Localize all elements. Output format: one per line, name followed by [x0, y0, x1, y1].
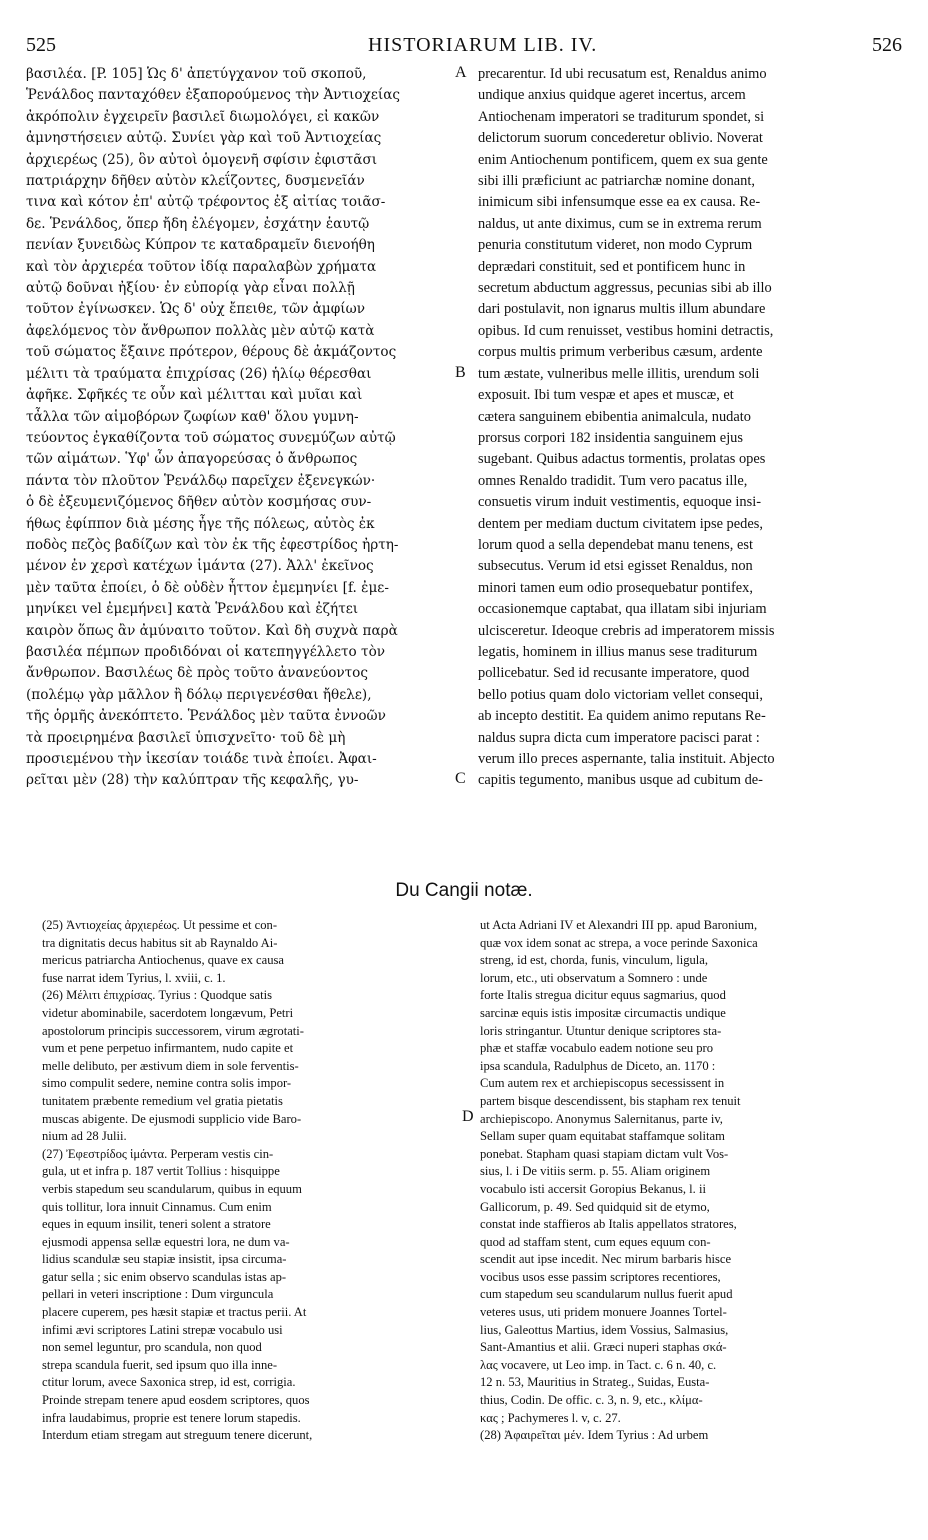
greek-line: ἀφῆκε. Σφῆκές τε οὖν καὶ μέλιτται καὶ μυῖαι καὶ [26, 387, 363, 404]
latin-line: sugebant. Quibus adactus tormentis, prolatas opes [478, 451, 766, 468]
note-line: quis tollitur, lora innuit Cinnamus. Cum enim [42, 1199, 272, 1214]
running-title: HISTORIARUM LIB. IV. [368, 34, 598, 56]
note-line: Interdum etiam stregam aut streguum tenere dicerunt, [42, 1428, 313, 1443]
note-line: gatur sella ; sic enim observo scandulas istas ap- [42, 1269, 287, 1284]
greek-line: πενίαν ξυνειδὼς Κύπρον τε καταδραμεῖν διενοήθη [26, 237, 375, 254]
latin-line: opibus. Id cum renuisset, vestibus homini detractis, [478, 322, 774, 339]
latin-line: ab incepto destitit. Ea quidem animo reputans Re- [478, 708, 766, 725]
greek-line: μηνίκει vel ἐμεμήνει] κατὰ Ῥενάλδου καὶ ἐζήτει [26, 601, 359, 618]
note-line: Proinde strepam tenere apud eosdem scriptores, quos [42, 1393, 310, 1408]
latin-line: minori tamen eum odio prosequebatur pontifex, [478, 579, 753, 596]
latin-line: dentem per mediam ductum civitatem ipse pedes, [478, 515, 763, 532]
note-line: ut Acta Adriani IV et Alexandri III pp. apud Baronium, [480, 918, 758, 932]
section-marker-a: A [455, 64, 467, 81]
latin-line: cætera sanguinem ebibentia animalcula, nudato [478, 408, 751, 425]
latin-line: ulcisceretur. Ideoque crebris ad imperatorem missis [478, 622, 775, 639]
latin-line: undique anxius quidque ageret incertus, arcem [478, 87, 746, 104]
note-line: Cum autem rex et archiepiscopus secessissent in [480, 1076, 725, 1091]
latin-text-column [478, 64, 904, 792]
latin-line: pollicebatur. Sed id recusante imperatore, quod [478, 665, 750, 682]
notes-heading: Du Cangii notæ. [395, 880, 533, 901]
greek-line: τῶν αἱμάτων. Ὑφ' ὧν ἀπαγορεύσας ὁ ἄνθρωπος [26, 451, 358, 468]
note-line: gula, ut et infra p. 187 vertit Tollius : hisquippe [42, 1164, 280, 1179]
note-line: streng, id est, chorda, funis, vinculum, ligula, [480, 953, 709, 968]
greek-line: τινα καὶ κότον ἐπ' αὐτῷ τρέφοντος ἐξ αἰτίας τοιᾶσ- [26, 194, 386, 211]
latin-line: Antiochenam imperatori se traditurum spondet, si [478, 108, 765, 125]
note-line: pellari in veteri inscriptione : Dum virguncula [42, 1287, 274, 1302]
greek-line: τῆς ὁρμῆς ἀνεκόπτετο. Ῥενάλδος μὲν ταῦτα ἐννοῶν [26, 708, 386, 725]
latin-line: omnes Renaldo tradidit. Tum vero pacatus ille, [478, 472, 748, 489]
note-line: (28) Ἀφαιρεῖται μέν. Idem Tyrius : Ad urbem [480, 1428, 709, 1443]
greek-line: τοῦτον ἐγίνωσκεν. Ὡς δ' οὐχ ἔπειθε, τῶν ἀμφίων [26, 301, 365, 318]
note-line: sarcinæ equis istis impositæ circumactis undique [480, 1005, 726, 1020]
greek-line: τἆλλα τῶν αἱμοβόρων ζωφίων καθ' ὅλου γυμνη- [26, 408, 359, 425]
note-line: ponebat. Stapham quasi stapiam dictam vult Vos- [480, 1146, 729, 1161]
note-line: strepa scandula fuerit, sed ipsum quo illa inne- [42, 1357, 278, 1372]
latin-line: legatis, hominem in illius manus sese traditurum [478, 643, 758, 660]
note-line: quæ vox idem sonat ac strepa, a voce perinde Saxonica [480, 935, 758, 950]
note-line: nium ad 28 Julii. [42, 1129, 127, 1144]
note-line: mericus patriarcha Antiochenus, quave ex causa [42, 953, 284, 968]
greek-line: μέλιτι τὰ τραύματα ἐπιχρίσας (26) ἡλίῳ θέρεσθαι [26, 365, 372, 382]
latin-line: precarentur. Id ubi recusatum est, Renaldus animo [478, 66, 767, 82]
greek-line: ἀφελόμενος τὸν ἄνθρωπον πολλὰς μὲν αὐτῷ κατὰ [26, 322, 375, 339]
page-header [26, 34, 902, 60]
note-line: Sant-Amantius et alii. Græci nuperi staphas σκά- [480, 1340, 727, 1355]
greek-line: ἀμνηστήσειεν αὐτῷ. Συνίει γὰρ καὶ τοῦ Ἀντιοχείας [26, 130, 382, 147]
latin-line: secretum abductum aggressus, pecunias sibi ab illo [478, 280, 772, 297]
latin-line: sibi illi præficiunt ac patriarchæ nomine donant, [478, 173, 755, 190]
note-line: veteres usus, uti pridem monuere Joannes Tortel- [480, 1305, 727, 1320]
section-marker-c: C [455, 770, 466, 787]
greek-line: ρεῖται μὲν (28) τὴν καλύπτραν τῆς κεφαλῆς, γυ- [26, 772, 359, 789]
note-line: (25) Ἀντιοχείας ἀρχιερέως. Ut pessime et con- [42, 918, 278, 932]
note-line: tunitatem præbente remedium vel gratia pietatis [42, 1093, 283, 1108]
greek-line: πάντα τὸν πλοῦτον Ῥενάλδῳ παρεῖχεν ἐξενεγκών· [26, 472, 376, 489]
note-line: muscas abigente. De ejusmodi supplicio vide Baro- [42, 1111, 302, 1126]
greek-line: καιρὸν ὅπως ἂν ἀμύναιτο τοῦτον. Καὶ δὴ συχνὰ παρὰ [26, 622, 398, 639]
latin-line: bello potius quam dolo victoriam vellet consequi, [478, 686, 763, 703]
greek-line: πατριάρχην δῆθεν αὐτὸν κλεΐζοντες, δυσμενεῖάν [26, 173, 365, 190]
greek-line: βασιλέα. [P. 105] Ὡς δ' ἀπετύγχανον τοῦ σκοποῦ, [26, 66, 367, 82]
note-line: partem bisque descendissent, bis stapham rex tenuit [480, 1093, 741, 1108]
latin-line: dari postulavit, non ignarus multis illum abundare [478, 301, 766, 318]
greek-line: ήθως ἐφίππον διὰ μέσης ἦγε τῆς πόλεως, αὐτὸς ἐκ [26, 515, 375, 532]
note-line: phæ et staffæ vocabulo eadem notione seu pro [480, 1041, 714, 1056]
section-marker-d: D [462, 1108, 474, 1125]
greek-line: ποδὸς πεζὸς βαδίζων καὶ τὸν ἐκ τῆς ἐφεστρίδος ἠρτη- [26, 536, 399, 553]
greek-line: ἀρχιερέως (25), ὃν αὐτοὶ ὁμογενῆ σφίσιν ἐφιστᾶσι [26, 151, 378, 168]
notes-left-column [42, 917, 450, 1445]
greek-line: (πολέμῳ γὰρ μᾶλλον ἢ δόλῳ περιγενέσθαι ἤθελε), [26, 686, 372, 703]
section-marker-b: B [455, 364, 466, 381]
latin-line: tum æstate, vulneribus melle illitis, urendum soli [478, 365, 760, 382]
greek-line: δε. Ῥενάλδος, ὅπερ ἤδη ἐλέγομεν, ἐσχάτην ἑαυτῷ [26, 215, 370, 232]
latin-line: naldus supra dicta cum imperatore pacisci parat : [478, 729, 760, 746]
latin-line: delictorum suorum concederetur oblivio. Noverat [478, 130, 763, 147]
note-line: loris stringantur. Utuntur denique scriptores sta- [480, 1023, 722, 1038]
note-line: vocibus usos esse passim scriptores recentiores, [480, 1269, 721, 1284]
greek-line: Ῥενάλδος πανταχόθεν ἐξαπορούμενος τὴν Ἀντιοχείας [26, 87, 401, 104]
note-line: melle delibuto, per æstivum diem in sole ferventis- [42, 1058, 299, 1073]
note-line: ipsa scandula, Radulphus de Diceto, an. 1170 : [480, 1058, 716, 1073]
note-line: vocabulo isti accersit Goropius Bekanus, l. ii [480, 1181, 706, 1196]
greek-line: μὲν ταῦτα ἐποίει, ὁ δὲ οὐδὲν ἧττον ἐμεμηνίει [f. ἐμε- [26, 579, 389, 596]
notes-right-column [480, 917, 906, 1445]
greek-line: καὶ τὸν ἀρχιερέα τοῦτον ἰδίᾳ παραλαβὼν χρήματα [26, 258, 377, 275]
greek-line: προσιεμένου τὴν ἱκεσίαν τοιάδε τινὰ ἐποίει. Ἀφαι- [26, 751, 377, 767]
note-line: Sellam super quam equitabat staffamque solitam [480, 1129, 725, 1144]
note-line: λας vocavere, ut Leo imp. in Tact. c. 6 n. 40, c. [480, 1357, 717, 1372]
latin-line: lorum quod a sella dependebat manu tenens, est [478, 536, 753, 553]
greek-line: ἄνθρωπον. Βασιλέως δὲ πρὸς τοῦτο ἀνανεύοντος [26, 665, 368, 682]
note-line: Gallicorum, p. 49. Sed quidquid sit de etymo, [480, 1199, 710, 1214]
note-line: ctitur lorum, avece Saxonica strep, id est, corrigia. [42, 1375, 296, 1390]
note-line: infra laudabimus, proprie est tenere lorum stapedis. [42, 1410, 301, 1425]
greek-line: βασιλέα πέμπων προδιδόναι οἱ κατεπηγγέλλετο τὸν [26, 643, 386, 660]
latin-line: enim Antiochenum pontificem, quem ex sua gente [478, 151, 768, 168]
latin-line: penuria constitutum videret, non modo Cyprum [478, 237, 753, 254]
note-line: videtur abominabile, sacerdotem longævum, Petri [42, 1005, 294, 1020]
page-number-left: 525 [26, 34, 56, 56]
note-line: (26) Μέλιτι ἐπιχρίσας. Tyrius : Quodque satis [42, 988, 273, 1003]
note-line: ejusmodi appensa sellæ equestri lora, ne dum va- [42, 1234, 290, 1249]
note-line: archiepiscopo. Anonymus Salernitanus, parte iv, [480, 1111, 723, 1126]
note-line: tra dignitatis decus habitus sit ab Raynaldo Ai- [42, 935, 278, 950]
latin-line: naldus, ut ante diximus, cum se in extrema rerum [478, 215, 762, 232]
note-line: vum et pene perpetuo infirmantem, nudo capite et [42, 1041, 294, 1056]
note-line: non semel leguntur, pro scandula, non quod [42, 1340, 262, 1355]
greek-line: ἀκρόπολιν ἐγχειρεῖν βασιλεῖ διωμολόγει, εἰ κακῶν [26, 108, 380, 125]
note-line: (27) Ἐφεστρίδος ἱμάντα. Perperam vestis cin- [42, 1146, 274, 1161]
greek-line: αὐτῷ δοῦναι ἠξίου· ἐν εὐπορίᾳ γὰρ εἶναι πολλῇ [26, 280, 355, 297]
note-line: fuse narrat idem Tyrius, l. xviii, c. 1. [42, 970, 226, 985]
greek-line: ὁ δὲ ἐξευμενιζόμενος δῆθεν αὐτὸν κοσμήσας συν- [26, 494, 372, 511]
latin-line: exposuit. Ibi tum vespæ et apes et muscæ, et [478, 387, 734, 404]
note-line: constat inde staffieros ab Italis appellatos stratores, [480, 1217, 737, 1232]
note-line: quod ad staffam stent, cum eques equum con- [480, 1234, 711, 1249]
greek-line: τεύοντος ἐγκαθίζοντα τοῦ σώματος συνεμύζων αὐτῷ [26, 429, 396, 446]
latin-line: subsecutus. Verum id etsi egisset Renaldus, non [478, 558, 753, 575]
note-line: κας ; Pachymeres l. v, c. 27. [480, 1410, 621, 1425]
note-line: lidius scandulæ seu stapiæ insistit, ipsa circuma- [42, 1252, 287, 1267]
page-number-right: 526 [872, 34, 902, 56]
note-line: scendit aut ipse incedit. Nec mirum barbaris hisce [480, 1252, 732, 1267]
note-line: apostolorum principis successorem, virum ægrotati- [42, 1023, 304, 1038]
greek-text-column [26, 64, 452, 792]
note-line: infimi ævi scriptores Latini strepæ vocabulo usi [42, 1322, 283, 1337]
latin-line: inimicum sibi infensumque esse ea ex causa. Re- [478, 194, 761, 211]
latin-line: capitis tegumento, manibus usque ad cubitum de- [478, 772, 763, 789]
greek-line: τὰ προειρημένα βασιλεῖ ὑπισχνεῖτο· τοῦ δὲ μὴ [26, 729, 346, 746]
latin-line: occasionemque captabat, qua illatam sibi injuriam [478, 601, 767, 618]
note-line: lorum, etc., uti observatum a Somnero : unde [480, 970, 708, 985]
latin-line: corpus multis primum verberibus cæsum, ardente [478, 344, 763, 361]
latin-line: consuetis virum induit vestimentis, equoque insi- [478, 494, 761, 511]
note-line: verbis stapedum seu scandularum, quibus in equum [42, 1181, 302, 1196]
note-line: forte Italis stregua dicitur equus sagmarius, quod [480, 988, 726, 1003]
latin-line: deprædari constituit, sed et pontificem hunc in [478, 258, 746, 275]
note-line: 12 n. 53, Mauritius in Strateg., Suidas, Eusta- [480, 1375, 710, 1390]
latin-line: verum illo preces aspernante, talia instituit. Abjecto [478, 751, 775, 767]
greek-line: τοῦ σώματος ἔξαινε πρότερον, θέρους δὲ ἀκμάζοντος [26, 344, 397, 361]
note-line: simo compulit sedere, nemine contra solis impor- [42, 1076, 292, 1091]
note-line: cum stapedum seu scandularum nullus fuerit apud [480, 1287, 733, 1302]
latin-line: prorsus corpori 182 insidentia sanguinem ejus [478, 429, 743, 446]
note-line: eques in equum insilit, teneri solent a stratore [42, 1217, 271, 1232]
note-line: thius, Codin. De offic. c. 3, n. 9, etc., κλίμα- [480, 1393, 703, 1408]
note-line: lius, Galeottus Martius, idem Vossius, Salmasius, [480, 1322, 729, 1337]
note-line: sius, l. i De vitiis serm. p. 55. Aliam originem [480, 1164, 711, 1179]
greek-line: μένον ἐν χερσὶ κατέχων ἱμάντα (27). Ἀλλ' ἐκεῖνος [26, 558, 374, 575]
note-line: placere cuperem, pes hæsit stapiæ et tractus perii. At [42, 1305, 307, 1320]
